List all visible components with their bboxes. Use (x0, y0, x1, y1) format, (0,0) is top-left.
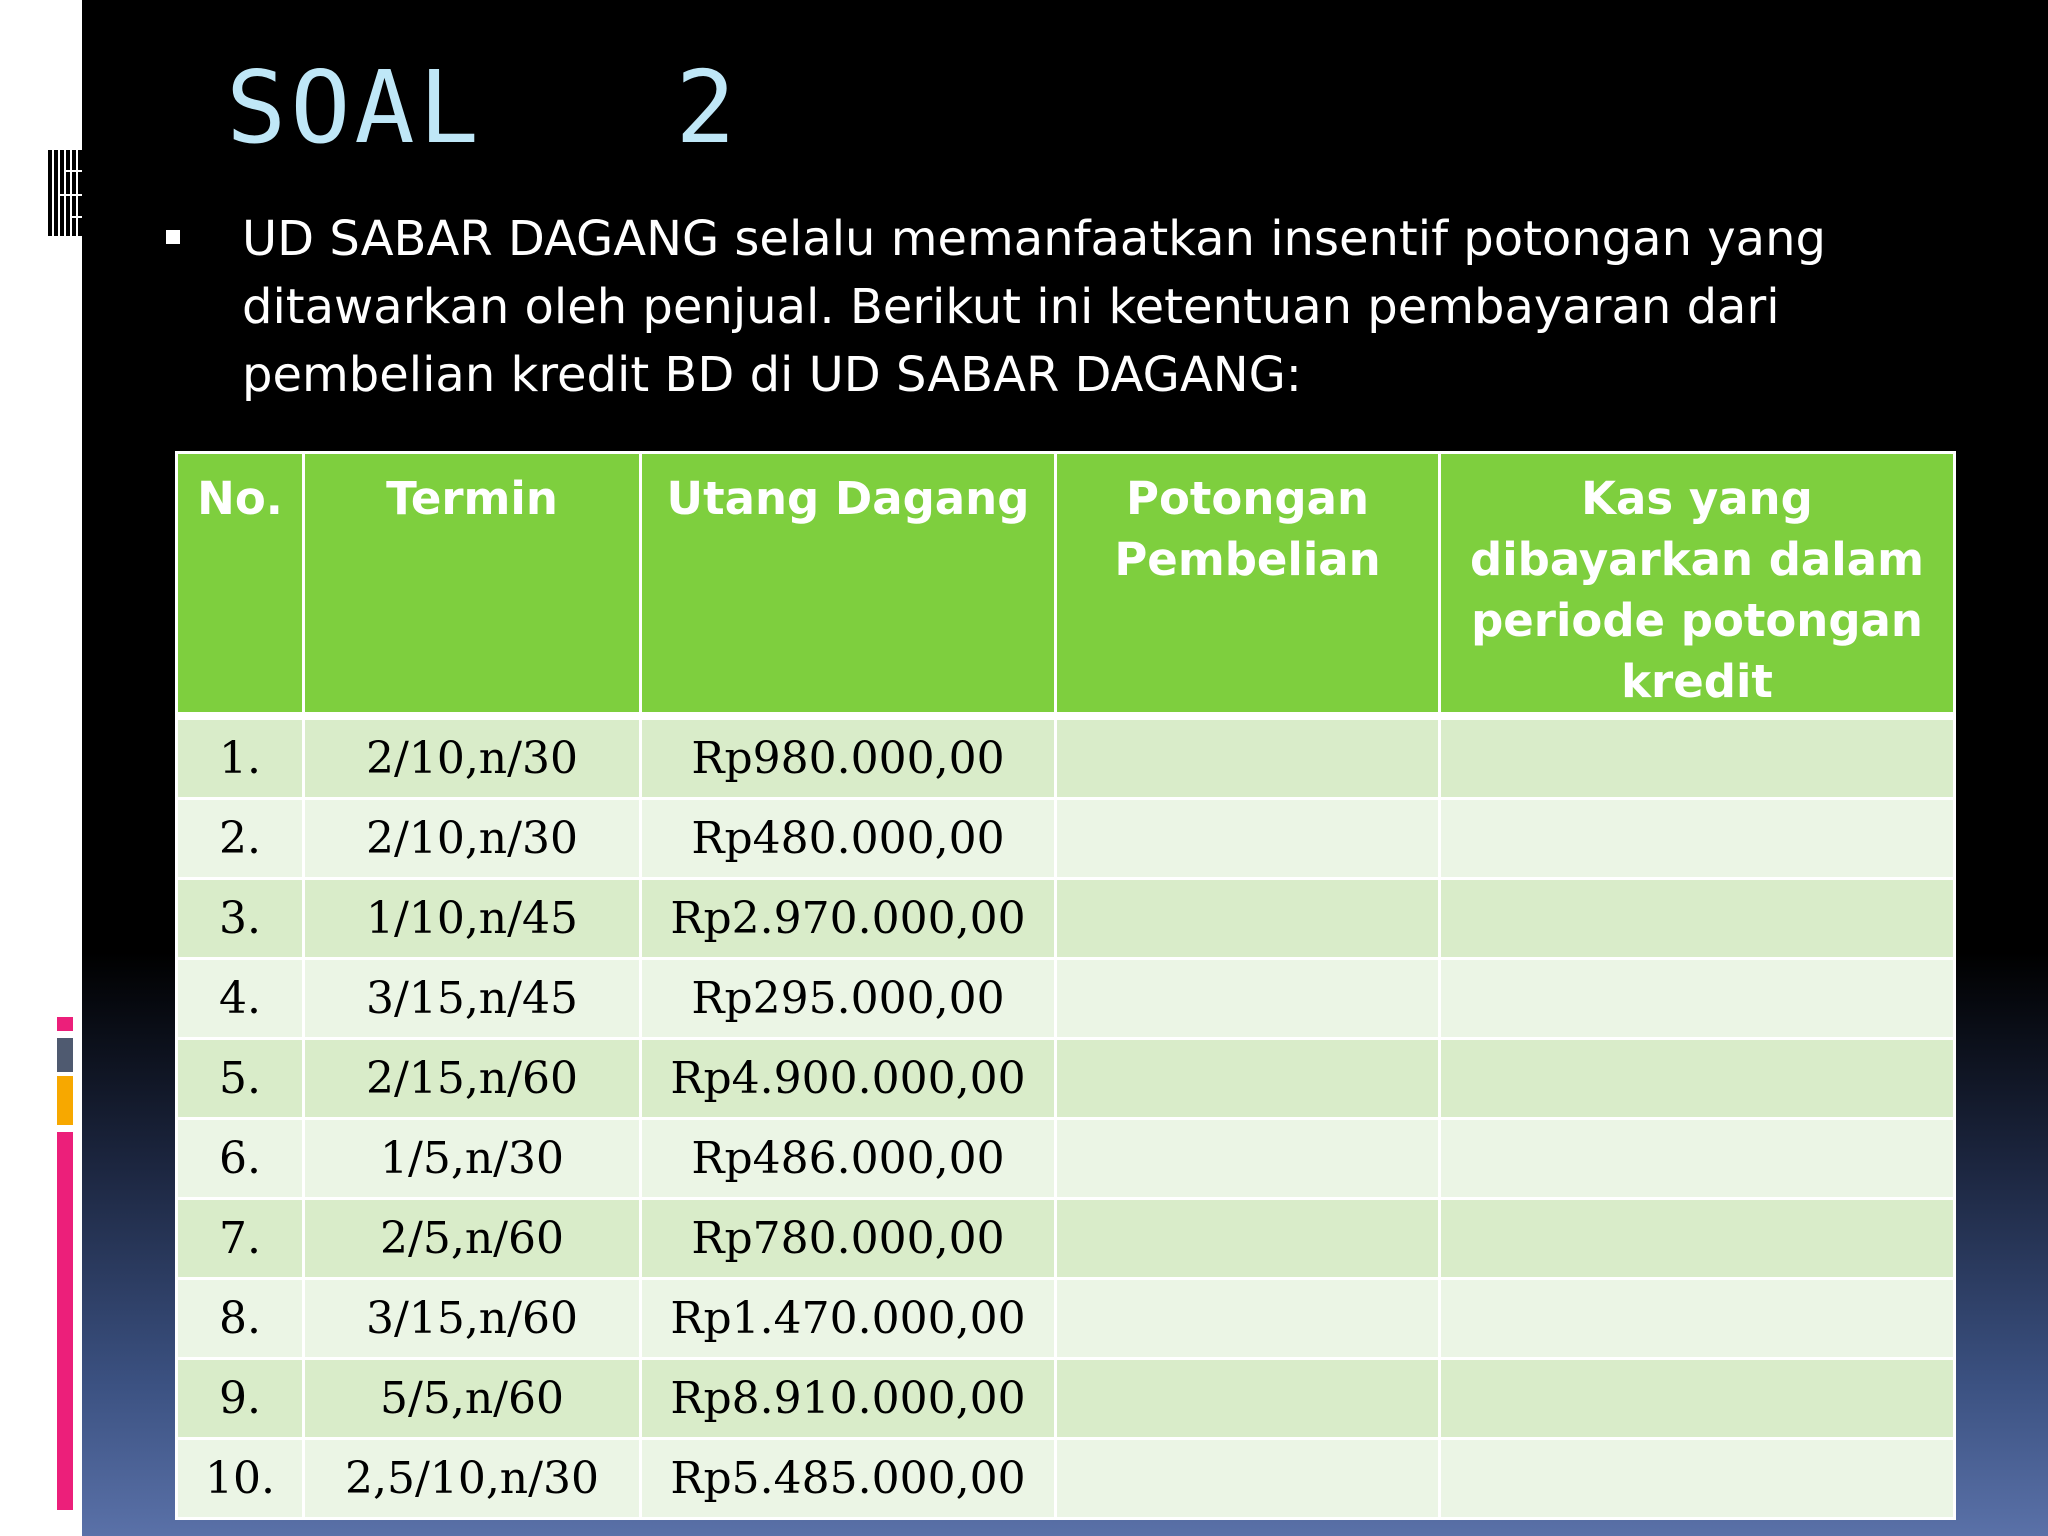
table-row (177, 1439, 1955, 1519)
cell-no: 3. (177, 879, 304, 959)
cell-potongan (1056, 1199, 1440, 1279)
cell-utang: Rp2.970.000,00 (641, 879, 1056, 959)
cell-kas (1440, 1359, 1955, 1439)
cell-kas (1440, 959, 1955, 1039)
cell-no: 2. (177, 799, 304, 879)
cell-utang: Rp486.000,00 (641, 1119, 1056, 1199)
cell-potongan (1056, 1279, 1440, 1359)
cell-potongan (1056, 1039, 1440, 1119)
header-potongan-pembelian: Potongan Pembelian (1056, 453, 1440, 717)
cell-utang: Rp780.000,00 (641, 1199, 1056, 1279)
table-row (177, 1359, 1955, 1439)
cell-utang: Rp980.000,00 (641, 716, 1056, 799)
accent-bar-pink (57, 1017, 73, 1031)
cell-utang: Rp480.000,00 (641, 799, 1056, 879)
cell-kas (1440, 1199, 1955, 1279)
table-header-row (177, 453, 1955, 717)
table-row (177, 716, 1955, 799)
cell-termin: 3/15,n/45 (304, 959, 641, 1039)
cell-termin: 2,5/10,n/30 (304, 1439, 641, 1519)
cell-termin: 1/10,n/45 (304, 879, 641, 959)
cell-no: 6. (177, 1119, 304, 1199)
cell-utang: Rp1.470.000,00 (641, 1279, 1056, 1359)
header-no: No. (177, 453, 304, 717)
cell-potongan (1056, 799, 1440, 879)
header-termin: Termin (304, 453, 641, 717)
payment-terms-table (175, 451, 1956, 1520)
cell-kas (1440, 1439, 1955, 1519)
cell-no: 5. (177, 1039, 304, 1119)
cell-potongan (1056, 959, 1440, 1039)
cell-termin: 2/5,n/60 (304, 1199, 641, 1279)
table-row (177, 1119, 1955, 1199)
cell-termin: 1/5,n/30 (304, 1119, 641, 1199)
cell-no: 7. (177, 1199, 304, 1279)
accent-bar-orange (57, 1076, 73, 1125)
cell-utang: Rp5.485.000,00 (641, 1439, 1056, 1519)
cell-utang: Rp295.000,00 (641, 959, 1056, 1039)
table-row (177, 1039, 1955, 1119)
header-utang-dagang: Utang Dagang (641, 453, 1056, 717)
cell-termin: 5/5,n/60 (304, 1359, 641, 1439)
cell-termin: 2/10,n/30 (304, 799, 641, 879)
slide-title: SOAL 2 (226, 49, 740, 166)
table-row (177, 799, 1955, 879)
bullet-square-icon (166, 230, 180, 244)
cell-no: 9. (177, 1359, 304, 1439)
table-row (177, 959, 1955, 1039)
cell-termin: 2/15,n/60 (304, 1039, 641, 1119)
cell-potongan (1056, 716, 1440, 799)
decorative-lines-icon (48, 150, 82, 236)
cell-kas (1440, 1279, 1955, 1359)
table-row (177, 1279, 1955, 1359)
cell-termin: 3/15,n/60 (304, 1279, 641, 1359)
cell-no: 8. (177, 1279, 304, 1359)
intro-paragraph: UD SABAR DAGANG selalu memanfaatkan insentif potongan yang ditawarkan oleh penjual. Berikut ini ketentuan pembayaran dari pembelian kredit BD di UD SABAR DAGANG: (242, 211, 1826, 403)
cell-utang: Rp8.910.000,00 (641, 1359, 1056, 1439)
cell-potongan (1056, 1119, 1440, 1199)
cell-kas (1440, 716, 1955, 799)
table-row (177, 1199, 1955, 1279)
cell-potongan (1056, 879, 1440, 959)
cell-termin: 2/10,n/30 (304, 716, 641, 799)
table-row (177, 879, 1955, 959)
cell-kas (1440, 799, 1955, 879)
cell-potongan (1056, 1359, 1440, 1439)
header-kas-dibayarkan: Kas yang dibayarkan dalam periode potongan kredit (1440, 453, 1955, 717)
cell-utang: Rp4.900.000,00 (641, 1039, 1056, 1119)
cell-no: 10. (177, 1439, 304, 1519)
cell-kas (1440, 1119, 1955, 1199)
cell-kas (1440, 1039, 1955, 1119)
cell-no: 4. (177, 959, 304, 1039)
accent-bar-slate (57, 1038, 73, 1072)
cell-potongan (1056, 1439, 1440, 1519)
cell-no: 1. (177, 716, 304, 799)
cell-kas (1440, 879, 1955, 959)
accent-bar-pink-long (57, 1132, 73, 1510)
